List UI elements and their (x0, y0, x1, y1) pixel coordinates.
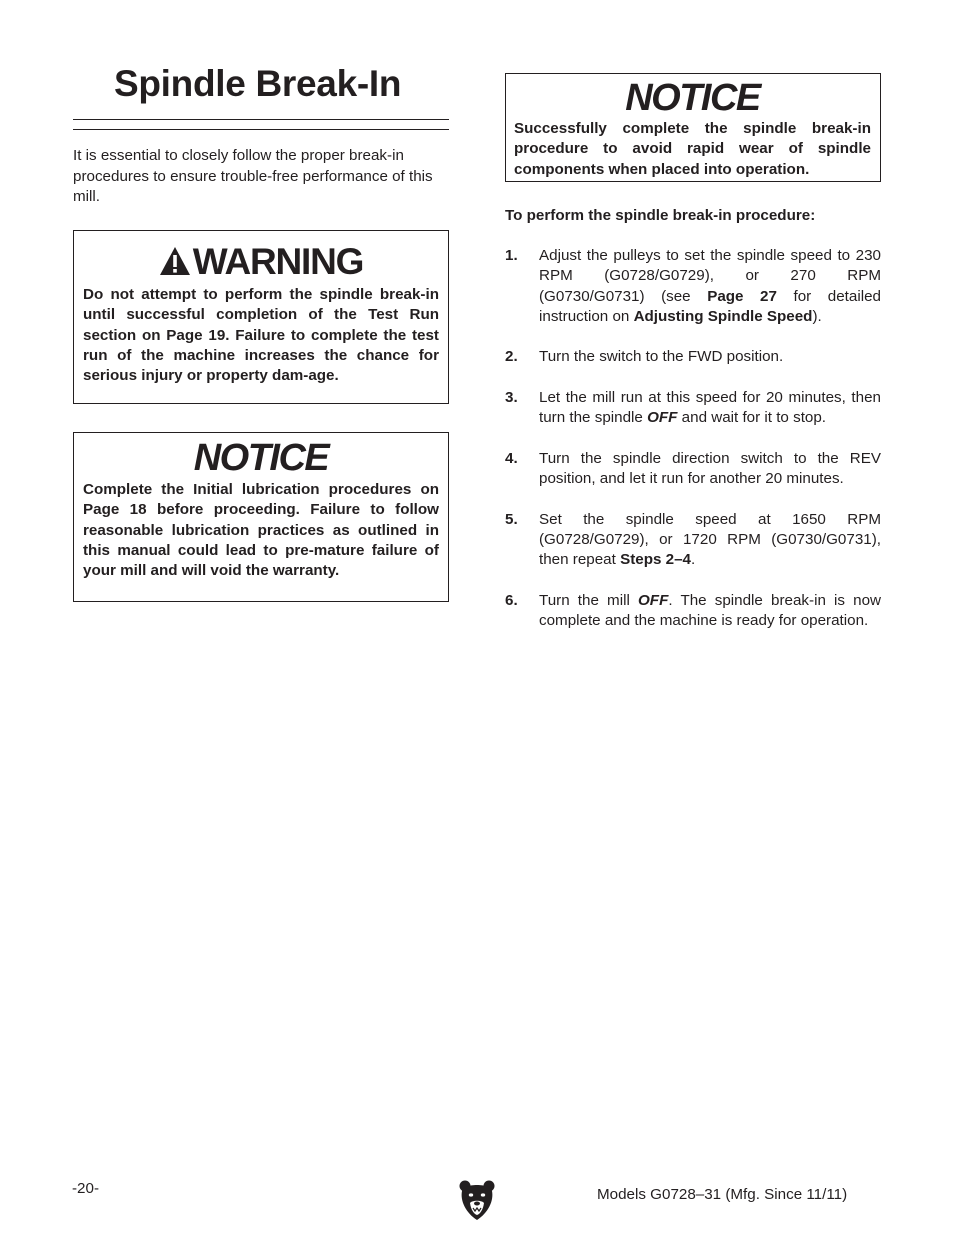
procedure-step (505, 388, 881, 429)
models-footer: Models G0728–31 (Mfg. Since 11/11) (597, 1186, 848, 1203)
notice-heading-left: NOTICE (193, 437, 329, 479)
warning-body: Do not attempt to perform the spindle break-in until successful completion of the Test Run section on Page 19. Failure to complete the test run of the machine increases the chance for serious injury or property dam-age. (83, 286, 439, 385)
step-text: Turn the switch to the FWD position. (539, 348, 784, 366)
step-text: Turn the mill OFF. The spindle break-in is now complete and the machine is ready for operation. (539, 592, 881, 630)
emphasis-off: OFF (647, 409, 678, 427)
procedure-step (505, 510, 881, 571)
step-number: 4. (505, 449, 518, 467)
warning-box (73, 230, 449, 404)
step-number: 1. (505, 247, 518, 264)
title-rule-bottom (73, 129, 449, 130)
step-text: Let the mill run at this speed for 20 minutes, then turn the spindle OFF and wait for it to stop. (539, 389, 881, 427)
notice-body-left: Complete the Initial lubrication procedures on Page 18 before proceeding. Failure to follow reasonable lubrication practices as outlined in this manual could lead to pre-mature failure of your mill and will void the warranty. (83, 481, 439, 580)
step-number: 5. (505, 510, 518, 528)
notice-box-left (73, 432, 449, 602)
procedure-step (505, 246, 881, 327)
step-number: 6. (505, 592, 518, 610)
procedure-heading: To perform the spindle break-in procedure: (505, 207, 816, 224)
procedure-step (505, 347, 881, 367)
step-number: 2. (505, 348, 518, 366)
step-text: Adjust the pulleys to set the spindle speed to 230 RPM (G0728/G0729), or 270 RPM (G0730/G0731) (see Page 27 for detailed instruction on Adjusting Spindle Speed). (539, 247, 881, 325)
title-rule-top (73, 119, 449, 120)
notice-body-right: Successfully complete the spindle break-in procedure to avoid rapid wear of spindle components when placed into operation. (514, 120, 871, 178)
emphasis-off: OFF (637, 592, 669, 610)
intro-paragraph: It is essential to closely follow the proper break-in procedures to ensure trouble-free performance of this mill. (73, 147, 433, 205)
procedure-step (505, 591, 881, 632)
step-number: 3. (505, 389, 518, 407)
page-title: Spindle Break-In (114, 63, 402, 104)
procedure-steps (505, 246, 881, 652)
warning-triangle-icon (159, 246, 191, 276)
page-number: -20- (72, 1180, 100, 1197)
warning-header (83, 237, 439, 285)
steps-reference: Steps 2–4 (620, 551, 691, 569)
procedure-step (505, 449, 881, 490)
bear-head-logo-icon (458, 1179, 496, 1221)
page-reference: Page 27 (707, 287, 777, 305)
step-text: Turn the spindle direction switch to the REV position, and let it run for another 20 minutes. (539, 449, 881, 488)
warning-heading: WARNING (192, 240, 364, 282)
section-reference: Adjusting Spindle Speed (633, 307, 813, 325)
step-text: Set the spindle speed at 1650 RPM (G0728/G0729), or 1720 RPM (G0730/G0731), then repeat Steps 2–4. (539, 510, 881, 569)
notice-heading-right: NOTICE (625, 77, 760, 119)
notice-box-right (505, 73, 881, 182)
